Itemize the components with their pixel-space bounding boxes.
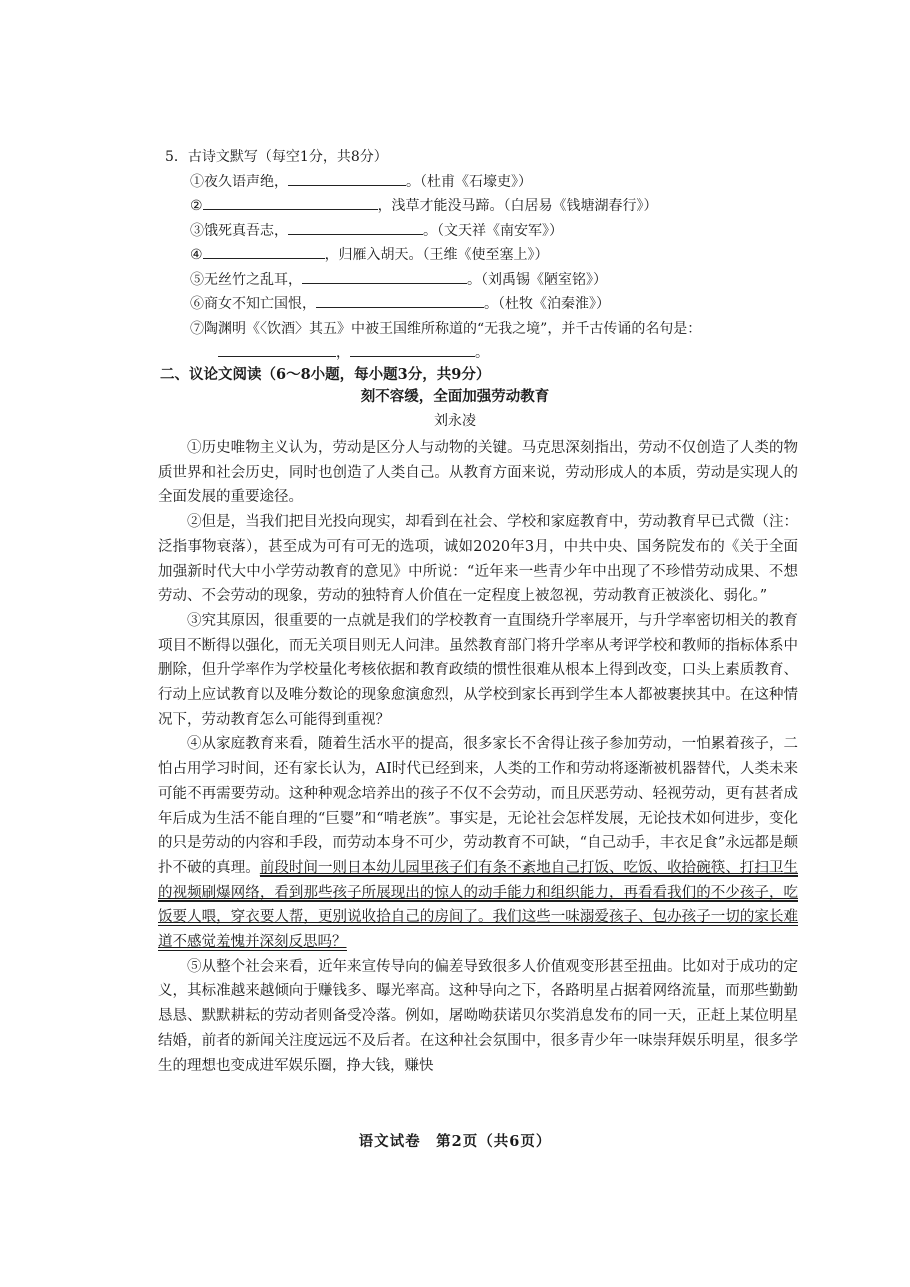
- paragraph-1: ①历史唯物主义认为，劳动是区分人与动物的关键。马克思深刻指出，劳动不仅创造了人类的物质世界和社会历史，同时也创造了人类自己。从教育方面来说，劳动形成人的本质，劳动是实现人的全面发展的重要途径。: [158, 440, 798, 506]
- line-5-prefix: ⑤无丝竹之乱耳，: [190, 271, 302, 288]
- answer-blank-7b[interactable]: [350, 341, 475, 357]
- line-7-prompt: ⑦陶渊明《〈饮酒〉其五》中被王国维所称道的“无我之境”，并千古传诵的名句是：: [190, 320, 702, 337]
- paragraph-2: ②但是，当我们把目光投向现实，却看到在社会、学校和家庭教育中，劳动教育早已式微（注：泛指事物衰落），甚至成为可有可无的选项，诚如2020年3月，中共中央、国务院发布的《关于全面加强新时代大中小学劳动教育的意见》中所说：“近年来一些青少年中出现了不珍惜劳动成果、不想劳动、不会劳动的现象，劳动的独特育人价值在一定程度上被忽视，劳动教育正被淡化、弱化。”: [158, 514, 798, 605]
- line-6-suffix: 。（杜牧《泊秦淮》）: [484, 296, 610, 312]
- poem-line-7: [165, 317, 815, 342]
- poem-line-7-answers: [165, 341, 815, 366]
- line-5-suffix: 。（刘禹锡《陋室铭》）: [467, 271, 607, 288]
- poem-line-4: [165, 243, 815, 268]
- article-title: 刻不容缓，全面加强劳动教育: [360, 388, 550, 405]
- line-1-suffix: 。（杜甫《石壕吏》）: [406, 173, 532, 190]
- poem-line-5: [165, 268, 815, 293]
- line-7-separator: ，: [336, 345, 350, 361]
- answer-blank-1[interactable]: [288, 170, 406, 186]
- page-footer: 语文试卷 第2页（共6页）: [358, 1133, 552, 1150]
- line-2-suffix: ，浅草才能没马蹄。（白居易《钱塘湖春行》）: [377, 198, 658, 214]
- poem-line-6: [165, 292, 815, 317]
- article-author: 刘永凌: [434, 413, 476, 429]
- article-body: [158, 436, 798, 1078]
- poem-line-3: [165, 219, 815, 244]
- answer-blank-5[interactable]: [302, 268, 467, 284]
- paragraph-4-text: ④从家庭教育来看，随着生活水平的提高，很多家长不舍得让孩子参加劳动，一怕累着孩子，二怕占用学习时间，还有家长认为，AI时代已经到来，人类的工作和劳动将逐渐被机器替代，人类未来可能不再需要劳动。这种种观念培养出的孩子不仅不会劳动，而且厌恶劳动、轻视劳动，更有甚者成年后成为生活不能自理的“巨婴”和“啃老族”。事实是，无论社会怎样发展，无论技术如何进步，变化的只是劳动的内容和手段，而劳动本身不可少，劳动教育不可缺，“自己动手，丰衣足食”永远都是颠扑不破的真理。: [158, 736, 798, 876]
- line-1-prefix: ①夜久语声绝，: [190, 173, 288, 190]
- paragraph-4-underlined: 前段时间一则日本幼儿园里孩子们有条不紊地自己打饭、吃饭、收拾碗筷、打扫卫生的视频刷爆网络，看到那些孩子所展现出的惊人的动手能力和组织能力，再看看我们的不少孩子，吃饭要人喂，穿衣要人帮，更别说收拾自己的房间了。我们这些一味溺爱孩子、包办孩子一切的家长难道不感觉羞愧并深刻反思吗？: [158, 859, 798, 951]
- question-5-title: 5．古诗文默写（每空1分，共8分）: [165, 149, 388, 165]
- poem-line-1: [165, 170, 815, 195]
- line-7-end: 。: [475, 345, 489, 361]
- line-3-suffix: 。（文天祥《南安军》）: [423, 222, 563, 239]
- line-4-suffix: ，归雁入胡天。（王维《使至塞上》）: [324, 247, 549, 263]
- answer-blank-2[interactable]: [203, 194, 378, 210]
- paragraph-4: [158, 732, 798, 954]
- answer-blank-7a[interactable]: [218, 341, 336, 357]
- paragraph-5: ⑤从整个社会来看，近年来宣传导向的偏差导致很多人价值观变形甚至扭曲。比如对于成功的定义，其标准越来越倾向于赚钱多、曝光率高。这种导向之下，各路明星占据着网络流量，而那些勤勤恳恳、默默耕耘的劳动者则备受冷落。例如，屠呦呦获诺贝尔奖消息发布的同一天，正赶上某位明星结婚，前者的新闻关注度远远不及后者。在这种社会氛围中，很多青少年一味崇拜娱乐明星，很多学生的理想也变成进军娱乐圈，挣大钱，赚快: [158, 958, 798, 1074]
- answer-blank-4[interactable]: [203, 243, 325, 259]
- answer-blank-6[interactable]: [316, 292, 484, 308]
- answer-blank-3[interactable]: [288, 219, 423, 235]
- question-5: [165, 145, 815, 366]
- line-4-prefix: ④: [190, 247, 203, 263]
- line-3-prefix: ③饿死真吾志，: [190, 222, 288, 239]
- line-6-prefix: ⑥商女不知亡国恨，: [190, 296, 316, 312]
- section-2-heading: 二、议论文阅读（6～8小题，每小题3分，共9分）: [160, 366, 491, 383]
- poem-line-2: [165, 194, 815, 219]
- line-2-prefix: ②: [190, 198, 203, 214]
- paragraph-3: ③究其原因，很重要的一点就是我们的学校教育一直围绕升学率展开，与升学率密切相关的教育项目不断得以强化，而无关项目则无人问津。虽然教育部门将升学率从考评学校和教师的指标体系中删除，但升学率作为学校量化考核依据和教育政绩的惯性很难从根本上得到改变，口头上素质教育、行动上应试教育以及唯分数论的现象愈演愈烈，从学校到家长再到学生本人都被裹挟其中。在这种情况下，劳动教育怎么可能得到重视？: [158, 612, 798, 728]
